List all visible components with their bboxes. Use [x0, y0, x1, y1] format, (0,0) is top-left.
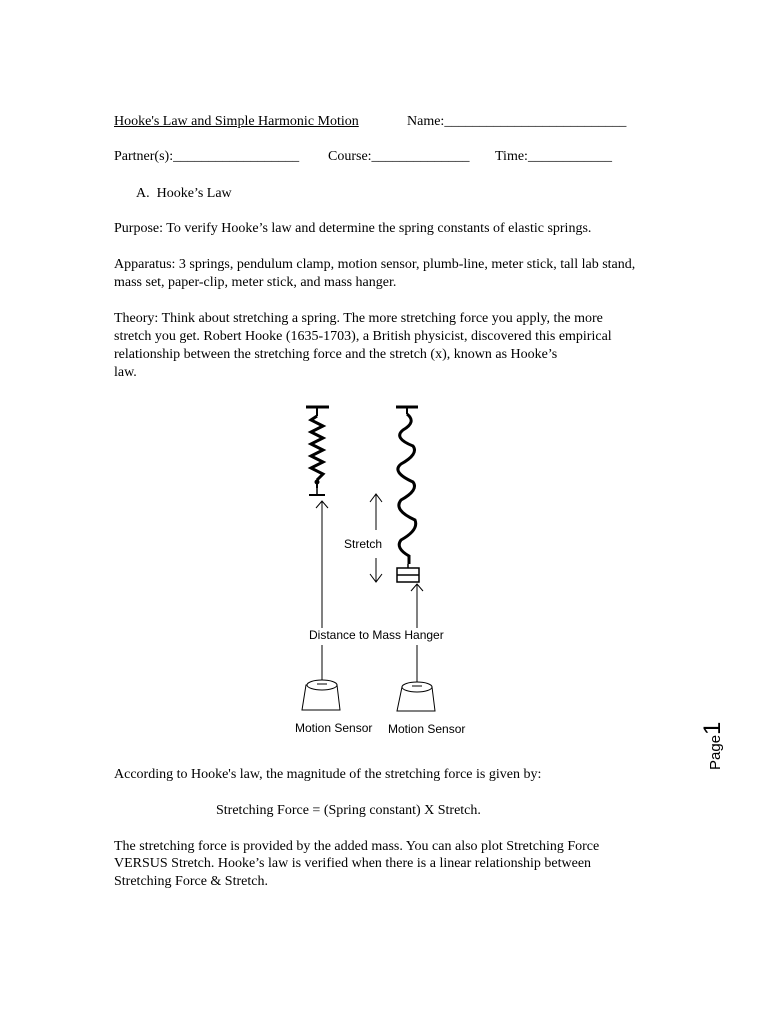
conclusion-line-1: The stretching force is provided by the added mass. You can also plot Stretching Force — [114, 839, 600, 854]
mass-hanger — [397, 564, 419, 582]
page-digit: 1 — [699, 721, 726, 735]
right-motion-sensor — [397, 682, 435, 711]
according-paragraph: According to Hooke's law, the magnitude of the stretching force is given by: — [114, 767, 542, 782]
right-spring — [396, 407, 418, 564]
hookes-law-diagram — [285, 398, 495, 743]
conclusion-line-2: VERSUS Stretch. Hooke’s law is verified when there is a linear relationship between — [114, 856, 592, 871]
name-field-label: Name:__________________________ — [407, 114, 627, 129]
partner-field-label: Partner(s):__________________ — [114, 149, 300, 164]
motion-sensor-right-label: Motion Sensor — [388, 722, 466, 736]
left-spring — [306, 407, 329, 495]
section-title: Hooke’s Law — [156, 186, 232, 201]
page-word: Page — [707, 734, 724, 770]
course-field-label: Course:______________ — [328, 149, 470, 164]
theory-line-2: stretch you get. Robert Hooke (1635-1703), a British physicist, discovered this empirical — [114, 329, 612, 344]
section-marker: A. — [136, 186, 150, 201]
formula-line: Stretching Force = (Spring constant) X Stretch. — [216, 803, 481, 818]
theory-line-1: Theory: Think about stretching a spring. The more stretching force you apply, the more — [114, 311, 603, 326]
section-heading — [136, 185, 232, 203]
conclusion-line-3: Stretching Force & Stretch. — [114, 874, 268, 889]
theory-line-3: relationship between the stretching force and the stretch (x), known as Hooke’s — [114, 347, 558, 362]
left-motion-sensor — [302, 680, 340, 710]
apparatus-paragraph: Apparatus: 3 springs, pendulum clamp, motion sensor, plumb-line, meter stick, tall lab stand, mass set, paper-clip, meter stick, and mass hanger. — [114, 257, 636, 290]
spring-diagram-svg — [285, 398, 495, 743]
stretch-label: Stretch — [344, 537, 383, 551]
theory-line-4: law. — [114, 365, 137, 380]
left-distance-arrow — [316, 501, 328, 680]
document-title: Hooke's Law and Simple Harmonic Motion — [114, 114, 359, 129]
time-field-label: Time:____________ — [495, 149, 612, 164]
motion-sensor-left-label: Motion Sensor — [295, 721, 373, 735]
page-number — [700, 712, 730, 772]
distance-label: Distance to Mass Hanger — [309, 628, 444, 642]
purpose-paragraph: Purpose: To verify Hooke’s law and determine the spring constants of elastic springs. — [114, 221, 592, 236]
